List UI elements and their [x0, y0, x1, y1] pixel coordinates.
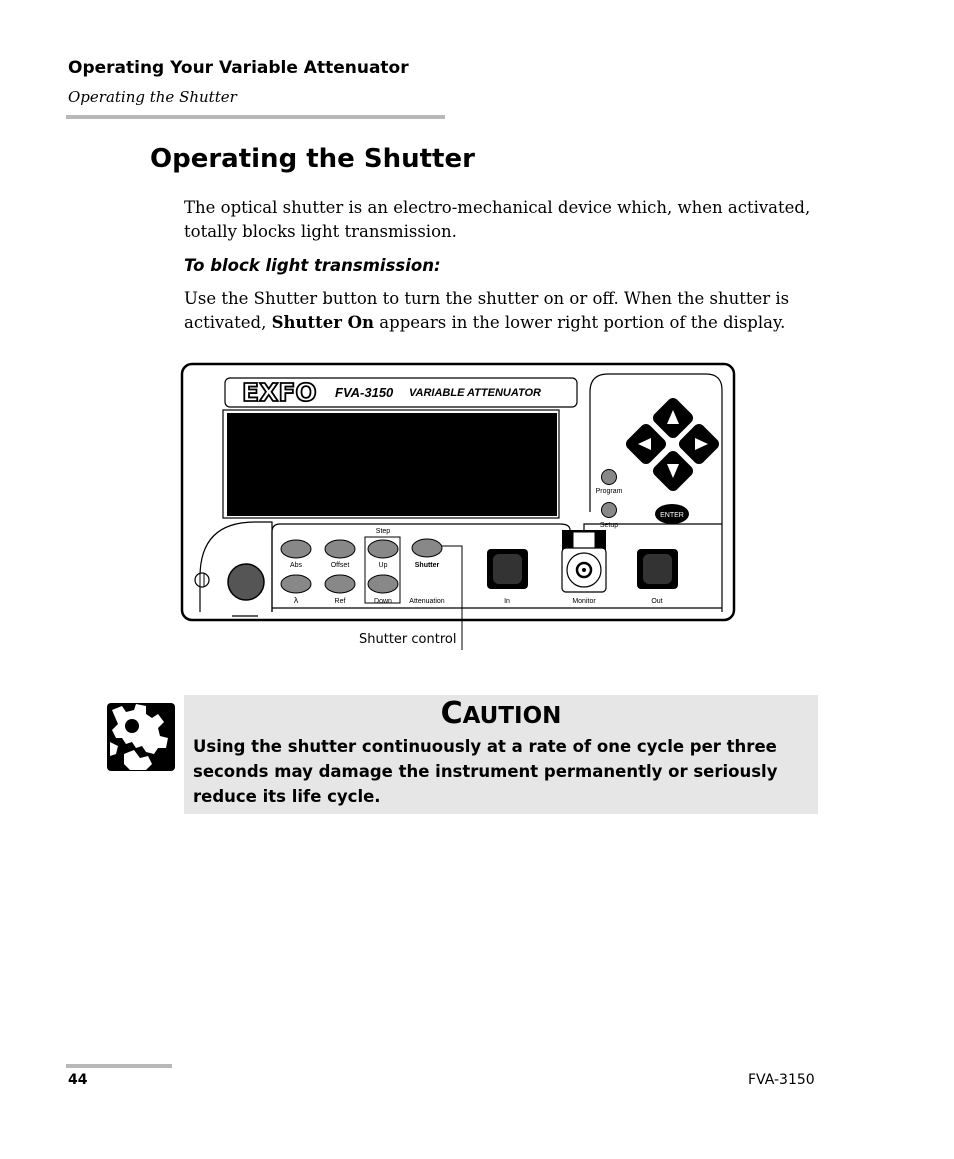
down-button[interactable]	[368, 575, 398, 593]
port-monitor[interactable]	[562, 530, 606, 592]
lambda-button[interactable]	[281, 575, 311, 593]
port-monitor-label: Monitor	[572, 598, 596, 605]
chapter-title: Operating Your Variable Attenuator	[68, 58, 409, 78]
page-title: Operating the Shutter	[150, 144, 475, 174]
instruction-text-before: Use the Shutter button to turn the shutter on or off. When the shutter is activated,	[184, 289, 790, 332]
front-panel-figure	[180, 362, 740, 654]
up-label: Up	[378, 562, 388, 569]
step-label: Step	[375, 528, 391, 535]
model-label: FVA-3150	[335, 385, 394, 400]
caution-title-initial: C	[440, 696, 463, 731]
caution-gear-icon	[106, 702, 176, 772]
program-label: Program	[595, 488, 623, 495]
up-button[interactable]	[368, 540, 398, 558]
down-label: Down	[374, 598, 392, 605]
intro-paragraph: The optical shutter is an electro-mechanical device which, when activated, totally blocks light transmission.	[184, 198, 811, 241]
arrow-keypad[interactable]	[632, 404, 713, 485]
port-out[interactable]	[637, 549, 678, 589]
caution-title-rest: AUTION	[462, 703, 562, 729]
brand-logo: EXFO	[242, 378, 317, 407]
section-breadcrumb: Operating the Shutter	[68, 88, 237, 106]
procedure-title: To block light transmission:	[184, 256, 441, 275]
abs-button[interactable]	[281, 540, 311, 558]
page-number: 44	[68, 1072, 88, 1088]
power-switch[interactable]	[195, 573, 209, 587]
lambda-label: λ	[293, 596, 299, 605]
offset-label: Offset	[330, 562, 350, 569]
ref-label: Ref	[334, 598, 346, 605]
offset-button[interactable]	[325, 540, 355, 558]
shutter-button[interactable]	[412, 539, 442, 557]
header-rule	[66, 115, 445, 119]
setup-label: Setup	[599, 522, 619, 529]
instruction-bold: Shutter On	[271, 313, 375, 332]
port-out-label: Out	[651, 598, 663, 605]
power-knob[interactable]	[228, 564, 264, 600]
setup-button[interactable]	[602, 503, 617, 518]
shutter-label: Shutter	[414, 562, 440, 569]
attenuation-label: Attenuation	[409, 598, 445, 605]
product-name: VARIABLE ATTENUATOR	[409, 387, 541, 399]
caution-text: Using the shutter continuously at a rate of one cycle per three seconds may damage the instrument permanently or seriously reduce its life cycle.	[193, 737, 778, 806]
port-in[interactable]	[487, 549, 528, 589]
shutter-control-callout: Shutter control	[359, 632, 457, 647]
abs-label: Abs	[289, 562, 303, 569]
instruction-paragraph	[184, 287, 824, 335]
program-button[interactable]	[602, 470, 617, 485]
display-screen	[227, 413, 557, 516]
footer-model: FVA-3150	[748, 1072, 815, 1088]
caution-title	[184, 695, 818, 735]
ref-button[interactable]	[325, 575, 355, 593]
enter-label: ENTER	[660, 512, 684, 519]
footer-rule	[66, 1064, 172, 1068]
port-in-label: In	[504, 598, 510, 605]
instruction-text-after: appears in the lower right portion of the display.	[374, 313, 786, 332]
